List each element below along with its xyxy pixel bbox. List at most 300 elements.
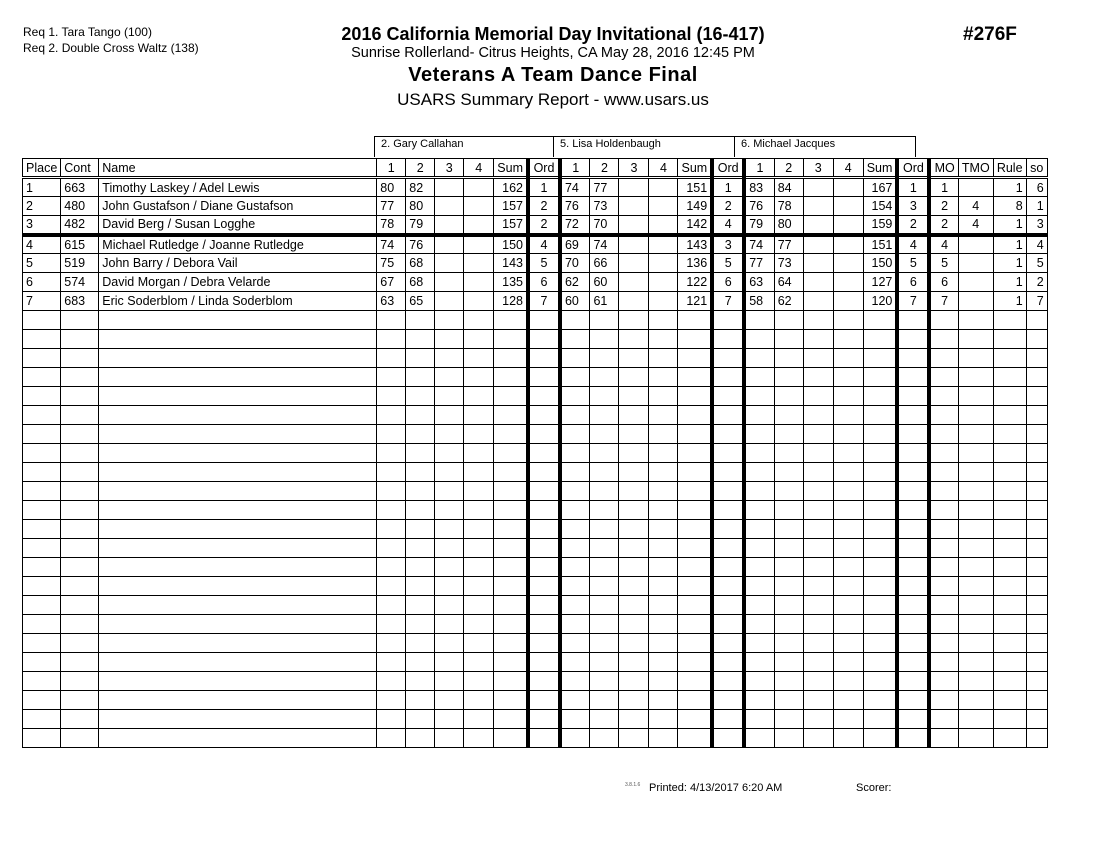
empty-cell: [712, 596, 744, 615]
empty-cell: [23, 463, 61, 482]
empty-cell: [590, 482, 619, 501]
col-tmo: TMO: [958, 159, 993, 178]
empty-cell: [590, 710, 619, 729]
empty-cell: [774, 539, 803, 558]
empty-cell: [958, 634, 993, 653]
empty-cell: [744, 558, 774, 577]
empty-cell: [560, 501, 590, 520]
place-cell: 6: [23, 273, 61, 292]
sum-cell: 151: [863, 235, 897, 254]
empty-cell: [863, 425, 897, 444]
empty-cell: [863, 558, 897, 577]
place-cell: 4: [23, 235, 61, 254]
empty-cell: [435, 729, 464, 748]
cont-cell: 683: [61, 292, 99, 311]
empty-cell: [590, 330, 619, 349]
rule-cell: 8: [993, 197, 1026, 216]
score-cell: 61: [590, 292, 619, 311]
tmo-cell: [958, 235, 993, 254]
competition-title: 2016 California Memorial Day Invitational (16-417): [341, 24, 765, 44]
empty-cell: [435, 539, 464, 558]
empty-row: [23, 558, 1048, 577]
score-cell: 74: [744, 235, 774, 254]
score-cell: 69: [560, 235, 590, 254]
so-cell: 4: [1026, 235, 1047, 254]
empty-cell: [863, 729, 897, 748]
empty-row: [23, 463, 1048, 482]
empty-cell: [406, 330, 435, 349]
empty-cell: [494, 349, 528, 368]
table-row: [23, 273, 1048, 292]
empty-cell: [712, 349, 744, 368]
empty-cell: [435, 482, 464, 501]
score-cell: 63: [377, 292, 406, 311]
empty-cell: [1026, 387, 1047, 406]
empty-cell: [23, 330, 61, 349]
empty-cell: [61, 558, 99, 577]
empty-cell: [929, 406, 958, 425]
empty-cell: [958, 463, 993, 482]
empty-cell: [678, 425, 712, 444]
score-cell: [464, 292, 494, 311]
empty-cell: [99, 653, 377, 672]
empty-cell: [464, 368, 494, 387]
empty-cell: [993, 653, 1026, 672]
empty-cell: [1026, 634, 1047, 653]
empty-cell: [23, 691, 61, 710]
report-title: USARS Summary Report - www.usars.us: [397, 90, 709, 109]
empty-cell: [590, 558, 619, 577]
score-cell: 64: [774, 273, 803, 292]
score-cell: 73: [590, 197, 619, 216]
empty-cell: [99, 463, 377, 482]
empty-cell: [377, 539, 406, 558]
empty-cell: [678, 463, 712, 482]
empty-cell: [435, 330, 464, 349]
name-cell: Timothy Laskey / Adel Lewis: [99, 178, 377, 197]
empty-cell: [560, 387, 590, 406]
empty-cell: [590, 729, 619, 748]
empty-cell: [774, 387, 803, 406]
empty-cell: [464, 330, 494, 349]
empty-cell: [958, 653, 993, 672]
score-cell: [803, 235, 833, 254]
ordinal-cell: 4: [897, 235, 929, 254]
empty-cell: [406, 387, 435, 406]
empty-cell: [494, 634, 528, 653]
empty-cell: [377, 558, 406, 577]
empty-cell: [99, 387, 377, 406]
sum-cell: 149: [678, 197, 712, 216]
empty-cell: [929, 520, 958, 539]
empty-cell: [1026, 710, 1047, 729]
empty-cell: [590, 577, 619, 596]
empty-cell: [61, 729, 99, 748]
empty-cell: [929, 387, 958, 406]
empty-cell: [649, 691, 678, 710]
empty-cell: [897, 425, 929, 444]
empty-cell: [863, 501, 897, 520]
printed-date: Printed: 4/13/2017 6:20 AM: [649, 782, 783, 794]
empty-cell: [649, 729, 678, 748]
empty-cell: [958, 596, 993, 615]
score-cell: [435, 292, 464, 311]
empty-cell: [560, 558, 590, 577]
empty-cell: [833, 539, 863, 558]
empty-cell: [560, 463, 590, 482]
tmo-cell: [958, 273, 993, 292]
empty-cell: [99, 520, 377, 539]
empty-cell: [494, 558, 528, 577]
empty-cell: [560, 368, 590, 387]
empty-cell: [863, 406, 897, 425]
sum-cell: 157: [494, 216, 528, 235]
sum-cell: 143: [494, 254, 528, 273]
empty-cell: [678, 691, 712, 710]
sum-cell: 142: [678, 216, 712, 235]
empty-cell: [406, 634, 435, 653]
score-cell: [435, 235, 464, 254]
score-cell: [435, 254, 464, 273]
empty-cell: [712, 634, 744, 653]
empty-cell: [494, 311, 528, 330]
empty-row: [23, 691, 1048, 710]
name-cell: Eric Soderblom / Linda Soderblom: [99, 292, 377, 311]
empty-cell: [99, 691, 377, 710]
col-so: so: [1026, 159, 1047, 178]
empty-cell: [993, 558, 1026, 577]
rule-cell: 1: [993, 273, 1026, 292]
col-cont: Cont: [61, 159, 99, 178]
empty-cell: [833, 311, 863, 330]
empty-cell: [897, 444, 929, 463]
score-cell: 79: [406, 216, 435, 235]
empty-cell: [774, 406, 803, 425]
score-cell: [649, 292, 678, 311]
empty-cell: [435, 349, 464, 368]
empty-cell: [774, 330, 803, 349]
score-cell: 75: [377, 254, 406, 273]
empty-cell: [377, 672, 406, 691]
score-cell: 77: [744, 254, 774, 273]
empty-cell: [528, 330, 560, 349]
empty-cell: [712, 368, 744, 387]
empty-cell: [929, 311, 958, 330]
name-cell: John Barry / Debora Vail: [99, 254, 377, 273]
col-j2-4: 4: [649, 159, 678, 178]
empty-cell: [377, 653, 406, 672]
empty-cell: [993, 729, 1026, 748]
empty-cell: [528, 501, 560, 520]
version-label: 3.8.1.6: [625, 782, 641, 788]
score-cell: [833, 216, 863, 235]
empty-cell: [377, 615, 406, 634]
empty-cell: [406, 482, 435, 501]
ordinal-cell: 1: [528, 178, 560, 197]
empty-cell: [897, 710, 929, 729]
empty-cell: [774, 653, 803, 672]
empty-cell: [803, 482, 833, 501]
empty-cell: [560, 311, 590, 330]
empty-cell: [590, 406, 619, 425]
empty-cell: [993, 349, 1026, 368]
empty-cell: [958, 482, 993, 501]
score-cell: [464, 254, 494, 273]
empty-cell: [61, 330, 99, 349]
empty-cell: [494, 444, 528, 463]
empty-cell: [435, 596, 464, 615]
empty-cell: [435, 444, 464, 463]
empty-cell: [803, 729, 833, 748]
empty-cell: [833, 501, 863, 520]
empty-cell: [406, 558, 435, 577]
empty-cell: [1026, 311, 1047, 330]
empty-cell: [1026, 349, 1047, 368]
empty-cell: [649, 710, 678, 729]
empty-cell: [897, 520, 929, 539]
score-cell: 73: [774, 254, 803, 273]
empty-cell: [406, 653, 435, 672]
empty-cell: [863, 349, 897, 368]
score-cell: [619, 254, 649, 273]
empty-cell: [435, 501, 464, 520]
empty-cell: [528, 482, 560, 501]
score-cell: [619, 178, 649, 197]
empty-cell: [744, 710, 774, 729]
empty-cell: [833, 577, 863, 596]
empty-cell: [590, 653, 619, 672]
so-cell: 2: [1026, 273, 1047, 292]
sum-cell: 136: [678, 254, 712, 273]
empty-row: [23, 311, 1048, 330]
empty-cell: [61, 349, 99, 368]
empty-cell: [833, 729, 863, 748]
empty-cell: [929, 349, 958, 368]
empty-cell: [23, 729, 61, 748]
score-cell: 83: [744, 178, 774, 197]
so-cell: 7: [1026, 292, 1047, 311]
empty-cell: [712, 482, 744, 501]
col-j3-ord: Ord: [897, 159, 929, 178]
empty-cell: [744, 330, 774, 349]
so-cell: 6: [1026, 178, 1047, 197]
empty-cell: [929, 691, 958, 710]
empty-cell: [649, 368, 678, 387]
ordinal-cell: 6: [897, 273, 929, 292]
col-j3-3: 3: [803, 159, 833, 178]
empty-cell: [744, 653, 774, 672]
empty-cell: [744, 501, 774, 520]
empty-cell: [619, 406, 649, 425]
empty-cell: [678, 596, 712, 615]
empty-cell: [464, 406, 494, 425]
empty-cell: [1026, 520, 1047, 539]
empty-cell: [406, 710, 435, 729]
mo-cell: 6: [929, 273, 958, 292]
ordinal-cell: 6: [712, 273, 744, 292]
ordinal-cell: 5: [528, 254, 560, 273]
empty-cell: [958, 615, 993, 634]
empty-cell: [803, 577, 833, 596]
empty-cell: [929, 710, 958, 729]
empty-cell: [744, 482, 774, 501]
empty-cell: [863, 653, 897, 672]
empty-cell: [406, 691, 435, 710]
empty-cell: [494, 520, 528, 539]
requirement-1: Req 1. Tara Tango (100): [23, 25, 152, 39]
empty-cell: [377, 634, 406, 653]
score-cell: 58: [744, 292, 774, 311]
place-cell: 3: [23, 216, 61, 235]
empty-cell: [494, 406, 528, 425]
empty-cell: [649, 653, 678, 672]
empty-cell: [712, 406, 744, 425]
empty-cell: [377, 482, 406, 501]
empty-cell: [678, 729, 712, 748]
empty-cell: [406, 463, 435, 482]
empty-cell: [1026, 729, 1047, 748]
column-header-row: [23, 159, 1048, 178]
empty-cell: [528, 710, 560, 729]
col-place: Place: [23, 159, 61, 178]
place-cell: 2: [23, 197, 61, 216]
sum-cell: 159: [863, 216, 897, 235]
empty-cell: [464, 463, 494, 482]
sum-cell: 167: [863, 178, 897, 197]
sum-cell: 162: [494, 178, 528, 197]
ordinal-cell: 6: [528, 273, 560, 292]
empty-cell: [678, 311, 712, 330]
empty-cell: [744, 520, 774, 539]
empty-cell: [464, 387, 494, 406]
empty-cell: [560, 691, 590, 710]
empty-cell: [99, 634, 377, 653]
empty-cell: [958, 311, 993, 330]
empty-cell: [1026, 653, 1047, 672]
empty-cell: [494, 577, 528, 596]
empty-cell: [958, 330, 993, 349]
col-j1-3: 3: [435, 159, 464, 178]
empty-cell: [678, 406, 712, 425]
empty-cell: [61, 425, 99, 444]
empty-cell: [744, 634, 774, 653]
empty-cell: [678, 349, 712, 368]
empty-cell: [494, 672, 528, 691]
empty-cell: [833, 368, 863, 387]
score-cell: 74: [590, 235, 619, 254]
empty-cell: [833, 558, 863, 577]
empty-cell: [23, 520, 61, 539]
name-cell: Michael Rutledge / Joanne Rutledge: [99, 235, 377, 254]
empty-cell: [993, 596, 1026, 615]
score-cell: 62: [560, 273, 590, 292]
score-cell: [435, 178, 464, 197]
empty-cell: [528, 596, 560, 615]
empty-cell: [712, 501, 744, 520]
empty-row: [23, 634, 1048, 653]
empty-cell: [23, 596, 61, 615]
empty-cell: [377, 520, 406, 539]
score-cell: 80: [774, 216, 803, 235]
empty-cell: [744, 615, 774, 634]
empty-cell: [494, 539, 528, 558]
empty-cell: [619, 330, 649, 349]
empty-cell: [1026, 368, 1047, 387]
empty-cell: [528, 387, 560, 406]
empty-cell: [464, 710, 494, 729]
empty-cell: [1026, 672, 1047, 691]
score-cell: [803, 292, 833, 311]
empty-cell: [833, 482, 863, 501]
empty-cell: [929, 596, 958, 615]
empty-cell: [863, 596, 897, 615]
empty-cell: [833, 406, 863, 425]
cont-cell: 482: [61, 216, 99, 235]
col-j3-2: 2: [774, 159, 803, 178]
judge-header-3: 6. Michael Jacques: [734, 136, 916, 157]
empty-cell: [464, 520, 494, 539]
empty-cell: [744, 387, 774, 406]
empty-cell: [649, 501, 678, 520]
rule-cell: 1: [993, 292, 1026, 311]
empty-cell: [649, 596, 678, 615]
empty-cell: [23, 368, 61, 387]
empty-cell: [560, 577, 590, 596]
empty-cell: [803, 520, 833, 539]
empty-cell: [99, 406, 377, 425]
empty-cell: [897, 311, 929, 330]
score-cell: [833, 235, 863, 254]
empty-cell: [99, 368, 377, 387]
empty-cell: [958, 691, 993, 710]
empty-cell: [61, 710, 99, 729]
col-j2-1: 1: [560, 159, 590, 178]
empty-cell: [712, 653, 744, 672]
empty-cell: [803, 501, 833, 520]
empty-cell: [619, 368, 649, 387]
event-title: Veterans A Team Dance Final: [408, 64, 698, 86]
score-cell: 76: [744, 197, 774, 216]
score-cell: [649, 178, 678, 197]
empty-cell: [377, 596, 406, 615]
empty-cell: [744, 406, 774, 425]
col-j3-1: 1: [744, 159, 774, 178]
empty-cell: [678, 387, 712, 406]
empty-cell: [23, 311, 61, 330]
empty-cell: [929, 482, 958, 501]
empty-cell: [61, 463, 99, 482]
ordinal-cell: 2: [712, 197, 744, 216]
cont-cell: 615: [61, 235, 99, 254]
table-row: [23, 292, 1048, 311]
empty-cell: [590, 691, 619, 710]
empty-cell: [435, 634, 464, 653]
ordinal-cell: 4: [712, 216, 744, 235]
empty-row: [23, 368, 1048, 387]
table-row: [23, 254, 1048, 273]
empty-cell: [712, 691, 744, 710]
empty-cell: [897, 330, 929, 349]
empty-cell: [774, 349, 803, 368]
empty-cell: [774, 482, 803, 501]
empty-cell: [958, 368, 993, 387]
score-cell: 65: [406, 292, 435, 311]
empty-cell: [406, 615, 435, 634]
ordinal-cell: 1: [897, 178, 929, 197]
empty-cell: [803, 710, 833, 729]
empty-cell: [993, 463, 1026, 482]
empty-cell: [435, 520, 464, 539]
